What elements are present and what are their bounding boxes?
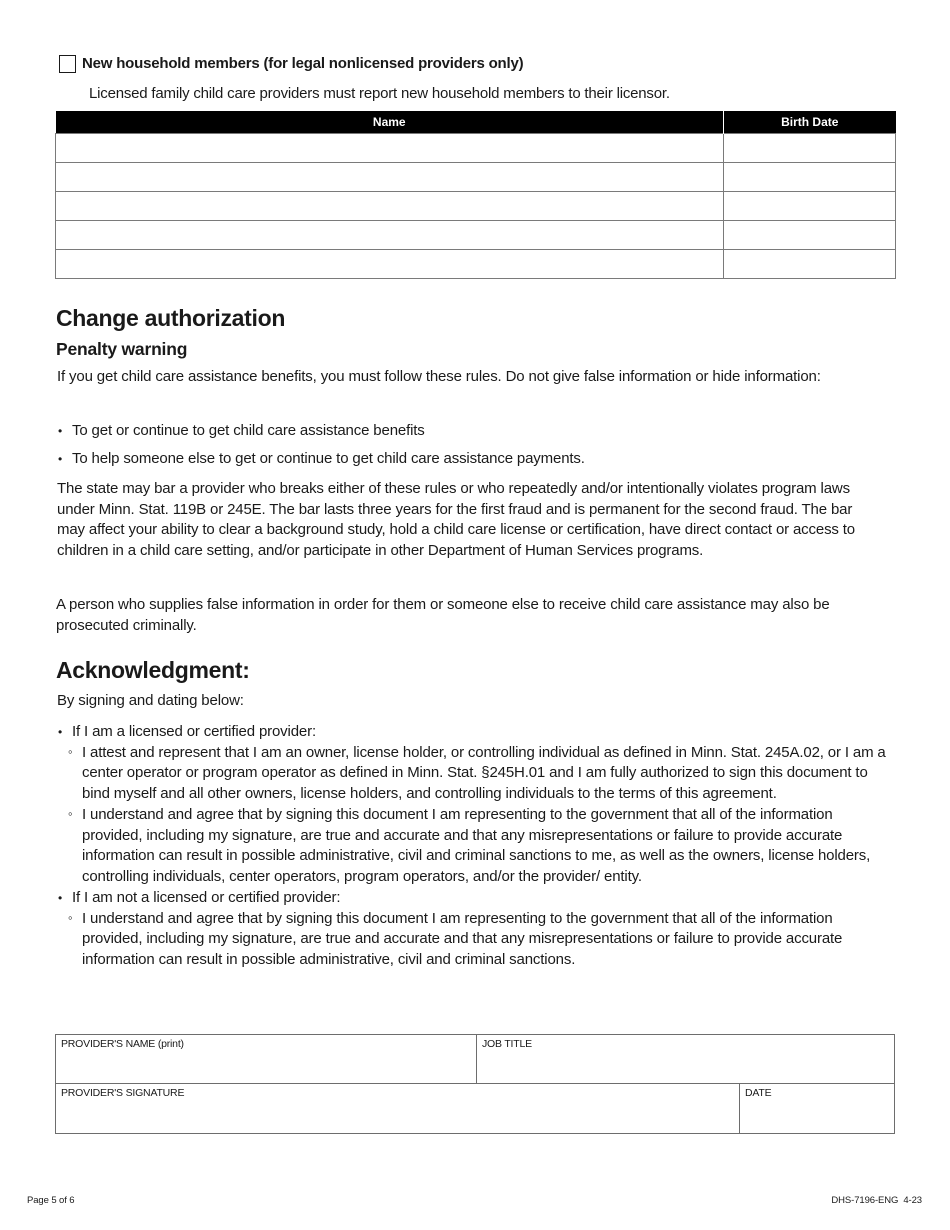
acknowledgment-heading: Acknowledgment: xyxy=(56,657,250,683)
page-number: Page 5 of 6 xyxy=(27,1195,75,1206)
name-cell[interactable] xyxy=(56,192,724,221)
change-authorization-heading: Change authorization xyxy=(56,305,286,331)
name-cell[interactable] xyxy=(56,134,724,163)
penalty-paragraph-bar: The state may bar a provider who breaks either of these rules or who repeatedly and/or intentionally violates program laws under Minn. Stat. 119B or 245E. The bar lasts three years for the first fraud and is permanent for the second fraud. The bar may affect your ability to clear a background study, hold a child care license or certification, have direct contact or access to children in a child care setting, and/or participate in other Department of Human Services programs. xyxy=(57,480,856,559)
signature-block xyxy=(55,1034,895,1134)
name-cell[interactable] xyxy=(56,163,724,192)
table-row xyxy=(56,221,896,250)
provider-signature-label: PROVIDER'S SIGNATURE xyxy=(61,1087,185,1099)
birth-date-cell[interactable] xyxy=(724,134,896,163)
birth-date-cell[interactable] xyxy=(724,250,896,279)
date-field[interactable] xyxy=(739,1084,894,1133)
non-licensed-provider-label: If I am not a licensed or certified provider: xyxy=(72,889,341,907)
table-row xyxy=(56,134,896,163)
birth-date-cell[interactable] xyxy=(724,163,896,192)
list-item: • To get or continue to get child care assistance benefits xyxy=(56,421,876,442)
provider-name-label: PROVIDER'S NAME (print) xyxy=(61,1038,184,1050)
penalty-warning-heading: Penalty warning xyxy=(56,339,188,359)
sub-list-container xyxy=(56,743,896,889)
column-header-name: Name xyxy=(56,111,724,134)
column-header-birth-date: Birth Date xyxy=(724,111,896,134)
household-note: Licensed family child care providers must report new household members to their licensor. xyxy=(89,85,670,102)
new-household-members-checkbox[interactable] xyxy=(59,55,76,73)
table-row xyxy=(56,250,896,279)
signature-row-2 xyxy=(56,1084,894,1133)
list-item: • To help someone else to get or continue to get child care assistance payments. xyxy=(56,449,876,470)
birth-date-cell[interactable] xyxy=(724,221,896,250)
job-title-label: JOB TITLE xyxy=(482,1038,532,1050)
licensed-provider-sublist xyxy=(56,743,896,889)
list-item: ◦ I attest and represent that I am an owner, license holder, or controlling individual as defined in Minn. Stat. 245A.02, or I am a center operator or program operator as defined in Minn. Stat. §245H.01 and I am fully authorized to sign this document to bind myself and all other owners, license holders, and controlling individuals to the terms of this agreement. xyxy=(53,743,896,805)
list-item xyxy=(56,888,896,909)
birth-date-cell[interactable] xyxy=(724,192,896,221)
non-licensed-provider-sublist xyxy=(56,909,896,971)
penalty-bullet-list xyxy=(56,421,876,470)
provider-name-field[interactable] xyxy=(56,1035,476,1083)
table-row xyxy=(56,192,896,221)
list-item: ◦ I understand and agree that by signing this document I am representing to the government that all of the information provided, including my signature, are true and accurate and that any misrepresentations or failure to provide accurate information can result in possible administrative, civil and criminal sanctions to me, as well as the owners, license holders, controlling individuals, center operators, program operators, and/or the provider/ entity. xyxy=(53,805,896,888)
date-label: DATE xyxy=(745,1087,772,1099)
list-item: ◦ I understand and agree that by signing this document I am representing to the government that all of the information provided, including my signature, are true and accurate and that any misrepresentations or failure to provide accurate information can result in possible administrative, civil and criminal sanctions. xyxy=(53,909,896,971)
penalty-paragraph-prosecution: A person who supplies false information in order for them or someone else to receive child care assistance may also be prosecuted criminally. xyxy=(56,596,830,634)
form-id: DHS-7196-ENG 4-23 xyxy=(831,1195,922,1206)
household-members-table xyxy=(55,111,896,279)
name-cell[interactable] xyxy=(56,250,724,279)
signature-row-1 xyxy=(56,1035,894,1084)
acknowledgment-intro: By signing and dating below: xyxy=(57,692,244,709)
table-header-row xyxy=(56,111,896,134)
sub-list-container xyxy=(56,909,896,971)
job-title-field[interactable] xyxy=(476,1035,894,1083)
provider-signature-field[interactable] xyxy=(56,1084,739,1133)
name-cell[interactable] xyxy=(56,221,724,250)
table-row xyxy=(56,163,896,192)
acknowledgment-list xyxy=(56,722,896,971)
penalty-intro: If you get child care assistance benefits, you must follow these rules. Do not give false information or hide information: xyxy=(57,368,821,385)
household-section-title: New household members (for legal nonlicensed providers only) xyxy=(82,55,524,72)
list-item xyxy=(56,722,896,743)
licensed-provider-label: If I am a licensed or certified provider: xyxy=(72,723,316,740)
